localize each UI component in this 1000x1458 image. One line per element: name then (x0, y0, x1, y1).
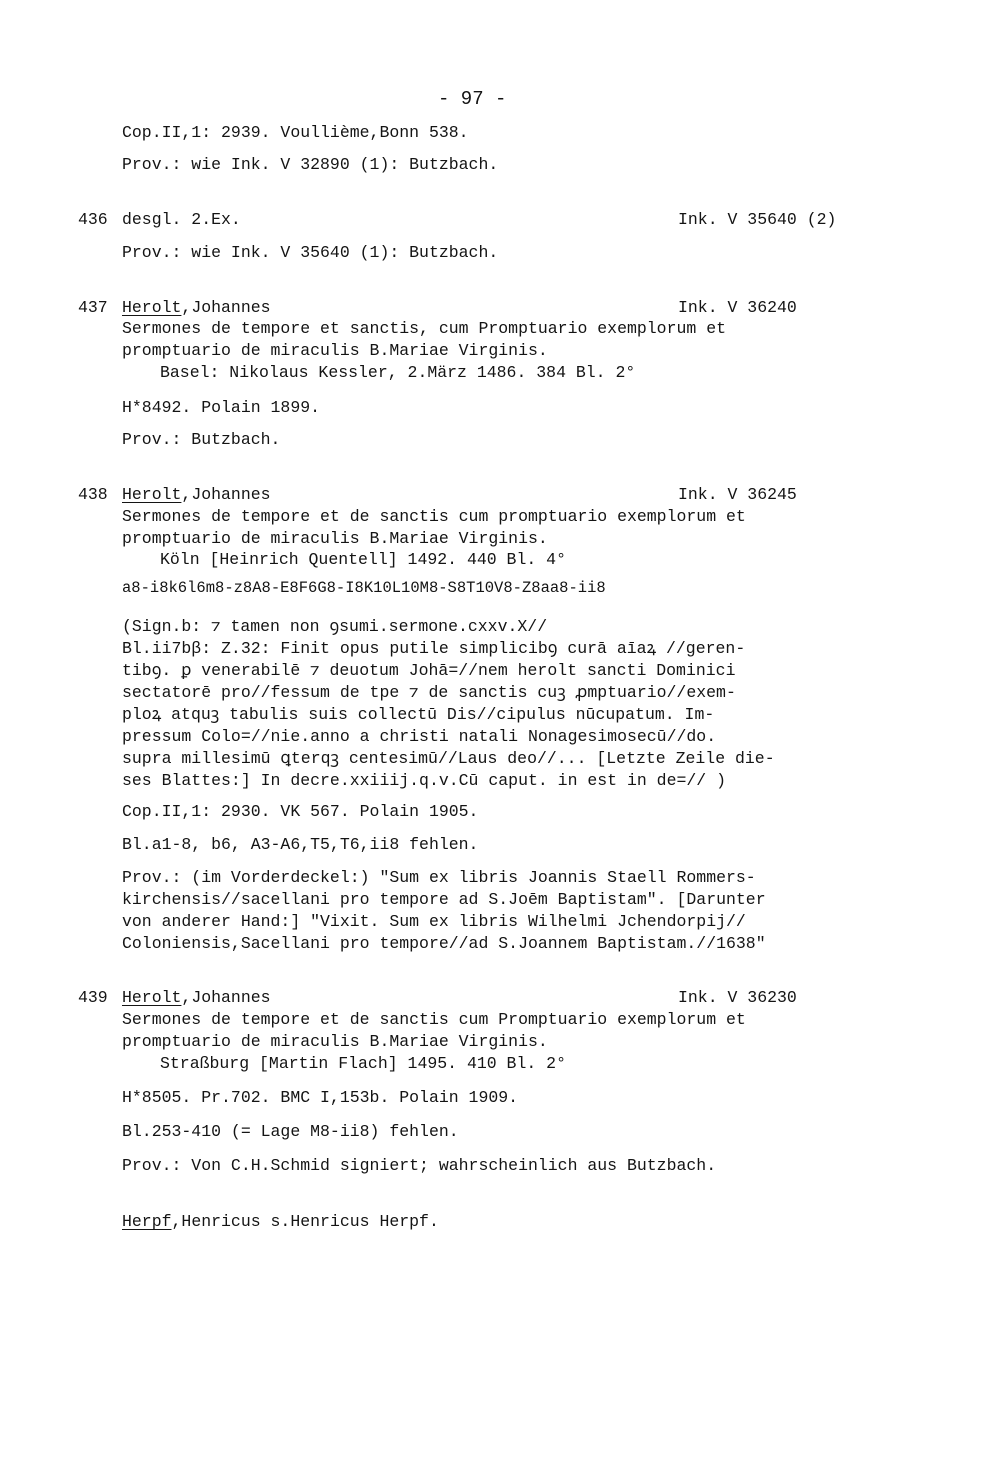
imprint-line: Basel: Nikolaus Kessler, 2.März 1486. 384 Bl. 2° (160, 363, 636, 382)
provenance-line: Prov.: wie Ink. V 35640 (1): Butzbach. (122, 243, 499, 262)
description-line: Bl.ii7bβ: Z.32: Finit opus putile simplicibꝯ curā aīaꝝ //geren- (122, 639, 746, 658)
description-line: pressum Colo=//nie.anno a christi natali Nonagesimosecū//do. (122, 727, 717, 746)
entry-number: 438 (78, 485, 108, 504)
shelfmark: Ink. V 36240 (678, 298, 797, 317)
provenance-line: Prov.: wie Ink. V 32890 (1): Butzbach. (122, 155, 499, 174)
description-line: (Sign.b: ⁊ tamen non ꝯsumi.sermone.cxxv.X// (122, 617, 548, 636)
imprint-line: Straßburg [Martin Flach] 1495. 410 Bl. 2° (160, 1054, 566, 1073)
page-number: - 97 - (438, 88, 507, 110)
provenance-line: kirchensis//sacellani pro tempore ad S.Joēm Baptistam". [Darunter (122, 890, 766, 909)
collation-formula: a8-i8k6l6m8-z8A8-E8F6G8-I8K10L10M8-S8T10V8-Z8aa8-ii8 (122, 579, 606, 597)
entry-number: 436 (78, 210, 108, 229)
author-forename: ,Johannes (181, 485, 271, 504)
author-surname: Herolt (122, 988, 182, 1007)
author-forename: ,Johannes (181, 298, 271, 317)
author-forename: ,Johannes (181, 988, 271, 1007)
entry-author (122, 988, 271, 1008)
description-line: tibꝯ. ꝑ venerabilē ⁊ deuotum Johā=//nem herolt sancti Dominici (122, 661, 736, 680)
title-line: Sermones de tempore et sanctis, cum Promptuario exemplorum et (122, 319, 726, 338)
crossref-author: Herpf (122, 1212, 172, 1231)
bibliographic-references: Cop.II,1: 2930. VK 567. Polain 1905. (122, 802, 479, 821)
provenance-line: von anderer Hand:] "Vixit. Sum ex libris Wilhelmi Jchendorpij// (122, 912, 746, 931)
imprint-line: Köln [Heinrich Quentell] 1492. 440 Bl. 4° (160, 550, 566, 569)
title-line: Sermones de tempore et de sanctis cum promptuario exemplorum et (122, 507, 746, 526)
missing-leaves: Bl.253-410 (= Lage M8-ii8) fehlen. (122, 1122, 459, 1141)
description-line: sectatorē pro//fessum de tpe ⁊ de sanctis cuꝫ ꝓmptuario//exem- (122, 683, 736, 702)
entry-heading: desgl. 2.Ex. (122, 210, 241, 229)
provenance-line: Prov.: Butzbach. (122, 430, 281, 449)
shelfmark: Ink. V 35640 (2) (678, 210, 837, 229)
entry-author (122, 298, 271, 318)
title-line: Sermones de tempore et de sanctis cum Promptuario exemplorum et (122, 1010, 746, 1029)
author-surname: Herolt (122, 298, 182, 317)
bibliographic-references: H*8492. Polain 1899. (122, 398, 321, 417)
title-line: promptuario de miraculis B.Mariae Virginis. (122, 529, 548, 548)
description-line: supra millesimū ꝗterqꝫ centesimū//Laus deo//... [Letzte Zeile die- (122, 749, 775, 768)
crossref-text: ,Henricus s.Henricus Herpf. (171, 1212, 439, 1231)
description-line: ses Blattes:] In decre.xxiiij.q.v.Cū caput. in est in de=// ) (122, 771, 726, 790)
bibliographic-references: H*8505. Pr.702. BMC I,153b. Polain 1909. (122, 1088, 519, 1107)
title-line: promptuario de miraculis B.Mariae Virginis. (122, 1032, 548, 1051)
entry-number: 439 (78, 988, 108, 1007)
provenance-line: Prov.: Von C.H.Schmid signiert; wahrscheinlich aus Butzbach. (122, 1156, 717, 1175)
description-line: ploꝝ atquꝫ tabulis suis collectū Dis//cipulus nūcupatum. Im- (122, 705, 715, 724)
shelfmark: Ink. V 36230 (678, 988, 797, 1007)
copinger-reference: Cop.II,1: 2939. Voullième,Bonn 538. (122, 123, 469, 142)
entry-author (122, 485, 271, 505)
provenance-line: Coloniensis,Sacellani pro tempore//ad S.Joannem Baptistam.//1638" (122, 934, 766, 953)
entry-number: 437 (78, 298, 108, 317)
author-surname: Herolt (122, 485, 182, 504)
missing-leaves: Bl.a1-8, b6, A3-A6,T5,T6,ii8 fehlen. (122, 835, 479, 854)
provenance-line: Prov.: (im Vorderdeckel:) "Sum ex libris Joannis Staell Rommers- (122, 868, 756, 887)
cross-reference (122, 1212, 439, 1232)
shelfmark: Ink. V 36245 (678, 485, 797, 504)
title-line: promptuario de miraculis B.Mariae Virginis. (122, 341, 548, 360)
